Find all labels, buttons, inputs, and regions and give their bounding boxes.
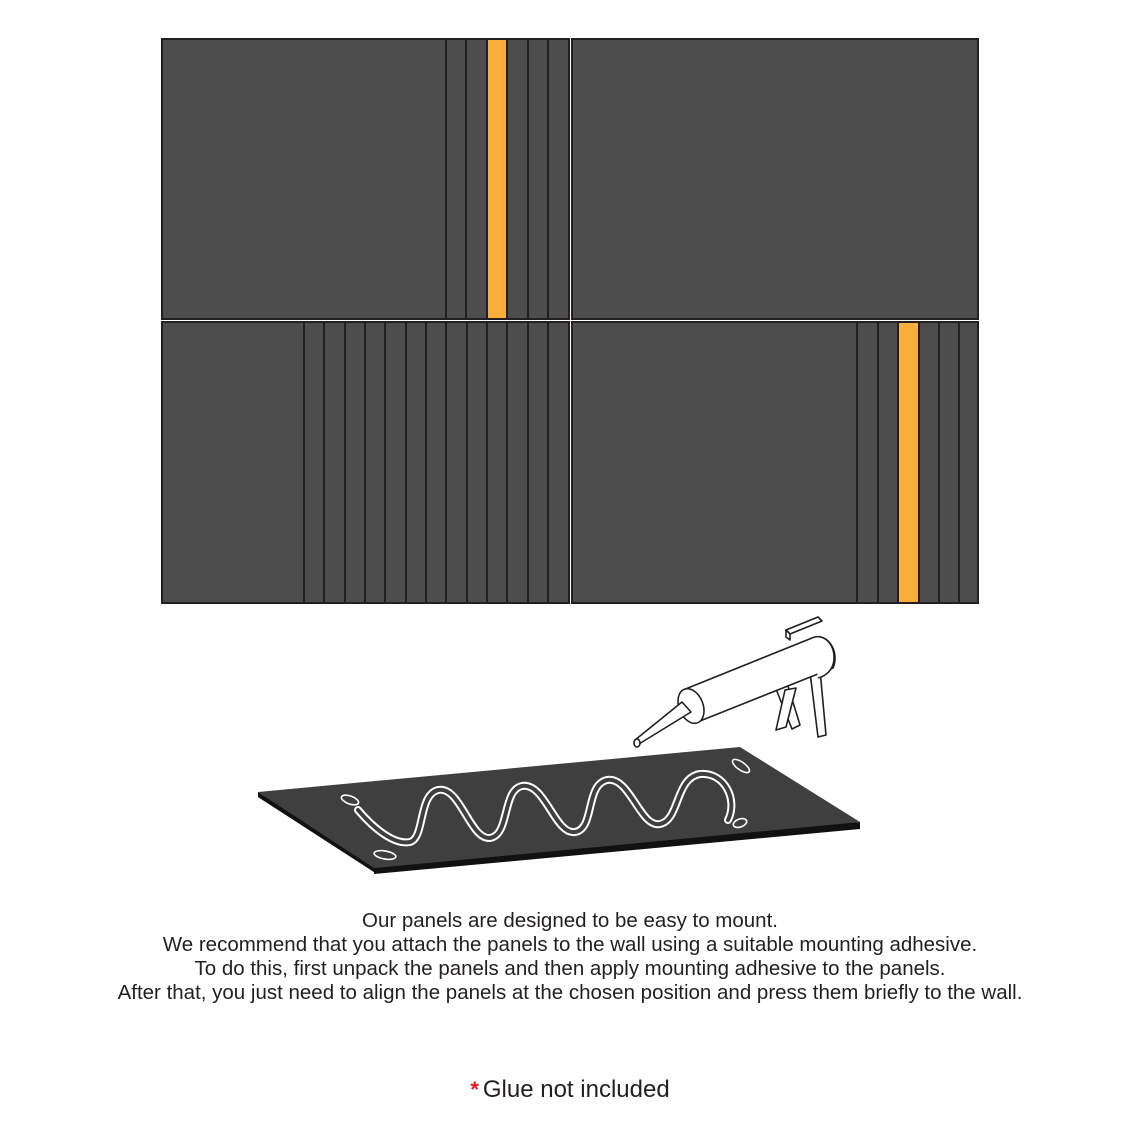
- glue-note: [0, 1076, 1140, 1104]
- instruction-line: We recommend that you attach the panels to the wall using a suitable mounting adhesive.: [162, 933, 978, 956]
- adhesive-panel-icon: [258, 747, 860, 874]
- instruction-line: Our panels are designed to be easy to mount.: [362, 909, 778, 932]
- note-text: Glue not included: [482, 1076, 670, 1103]
- instruction-line: After that, you just need to align the panels at the chosen position and press them briefly to the wall.: [117, 981, 1023, 1004]
- instructions-text: [0, 909, 1140, 1005]
- caulk-gun-icon: [634, 617, 835, 747]
- instruction-line: To do this, first unpack the panels and then apply mounting adhesive to the panels.: [194, 957, 946, 980]
- asterisk-icon: *: [470, 1077, 479, 1102]
